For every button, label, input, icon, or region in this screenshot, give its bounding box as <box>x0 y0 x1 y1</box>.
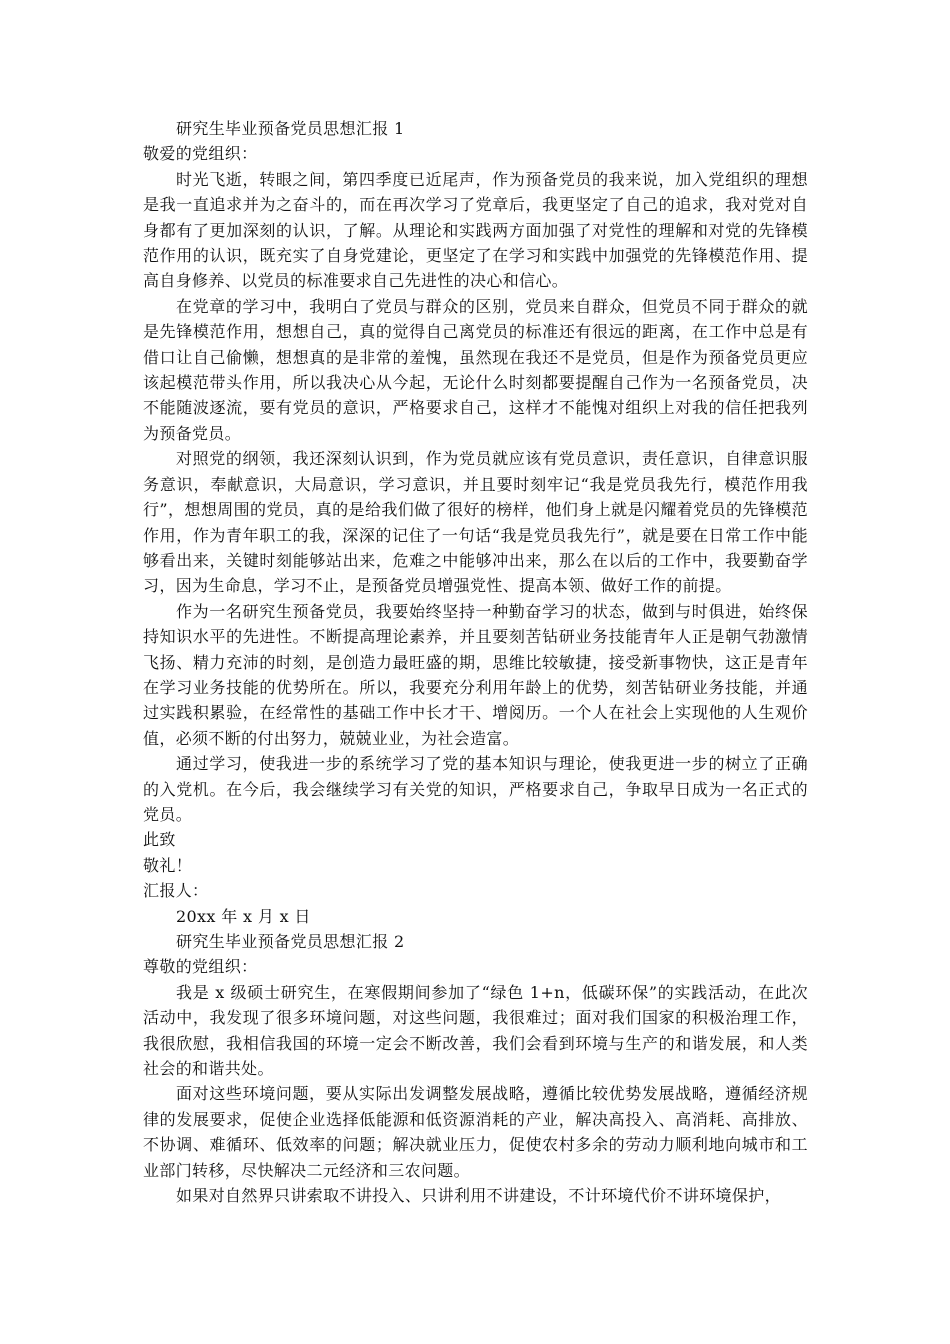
report-2-salutation: 尊敬的党组织： <box>143 957 258 977</box>
report-1-title: 研究生毕业预备党员思想汇报 1 <box>176 119 405 138</box>
report-1-paragraph-5: 通过学习，使我进一步的系统学习了党的基本知识与理论，使我更进一步的树立了正确的入党机。在今后，我会继续学习有关党的知识，严格要求自己，争取早日成为一名正式的党员。 <box>143 754 808 824</box>
report-1-date: 20xx 年 x 月 x 日 <box>176 906 311 926</box>
report-1-paragraph-3: 对照党的纲领，我还深刻认识到，作为党员就应该有党员意识，责任意识，自律意识服务意识，奉献意识，大局意识，学习意识，并且要时刻牢记“我是党员我先行，模范作用我行”，想想周围的党员，真的是给我们做了很好的榜样，他们身上就是闪耀着党员的先锋模范作用，作为青年职工的我，深深的记住了一句话“我是党员我先行”，就是要在日常工作中能够看出来，关键时刻能够站出来，危难之中能够冲出来，那么在以后的工作中，我要勤奋学习，因为生命息，学习不止，是预备党员增强党性、提高本领、做好工作的前提。 <box>143 449 808 596</box>
document-body <box>143 116 808 1208</box>
report-1-paragraph-1: 时光飞逝，转眼之间，第四季度已近尾声，作为预备党员的我来说，加入党组织的理想是我一直追求并为之奋斗的，而在再次学习了党章后，我更坚定了自己的追求，我对党对自身都有了更加深刻的认识，了解。从理论和实践两方面加强了对党性的理解和对党的先锋模范作用的认识，既充实了自身党建论，更坚定了在学习和实践中加强党的先锋模范作用、提高自身修养、以党员的标准要求自己先进性的决心和信心。 <box>143 169 808 291</box>
report-1-closing-1: 此致 <box>143 830 176 850</box>
report-2-title: 研究生毕业预备党员思想汇报 2 <box>176 932 405 951</box>
report-1-salutation: 敬爱的党组织： <box>143 144 258 164</box>
report-1-paragraph-4: 作为一名研究生预备党员，我要始终坚持一种勤奋学习的状态，做到与时俱进，始终保持知识水平的先进性。不断提高理论素养，并且要刻苦钻研业务技能青年人正是朝气勃激情飞扬、精力充沛的时刻，是创造力最旺盛的期，思维比较敏捷，接受新事物快，这正是青年在学习业务技能的优势所在。所以，我要充分利用年龄上的优势，刻苦钻研业务技能，并通过实践积累验，在经常性的基础工作中长才干、增阅历。一个人在社会上实现他的人生观价值，必须不断的付出努力，兢兢业业，为社会造富。 <box>143 601 808 748</box>
report-1-reporter: 汇报人： <box>143 881 209 901</box>
report-2-paragraph-3: 如果对自然界只讲索取不讲投入、只讲利用不讲建设，不计环境代价不讲环境保护， <box>176 1186 781 1206</box>
report-2-paragraph-1: 我是 x 级硕士研究生，在寒假期间参加了“绿色 1+n，低碳环保”的实践活动，在此次活动中，我发现了很多环境问题，对这些问题，我很难过；面对我们国家的积极治理工作，我很欣慰，我相信我国的环境一定会不断改善，我们会看到环境与生产的和谐发展，和人类社会的和谐共处。 <box>143 982 808 1079</box>
report-1-paragraph-2: 在党章的学习中，我明白了党员与群众的区别，党员来自群众，但党员不同于群众的就是先锋模范作用，想想自己，真的觉得自己离党员的标准还有很远的距离，在工作中总是有借口让自己偷懒，想想真的是非常的羞愧，虽然现在我还不是党员，但是作为预备党员更应该起模范带头作用，所以我决心从今起，无论什么时刻都要提醒自己作为一名预备党员，决不能随波逐流，要有党员的意识，严格要求自己，这样才不能愧对组织上对我的信任把我列为预备党员。 <box>143 296 808 443</box>
report-1-closing-2: 敬礼！ <box>143 855 193 875</box>
report-2-paragraph-2: 面对这些环境问题，要从实际出发调整发展战略，遵循比较优势发展战略，遵循经济规律的发展要求，促使企业选择低能源和低资源消耗的产业，解决高投入、高消耗、高排放、不协调、难循环、低效率的问题；解决就业压力，促使农村多余的劳动力顺利地向城市和工业部门转移，尽快解决二元经济和三农问题。 <box>143 1084 808 1180</box>
